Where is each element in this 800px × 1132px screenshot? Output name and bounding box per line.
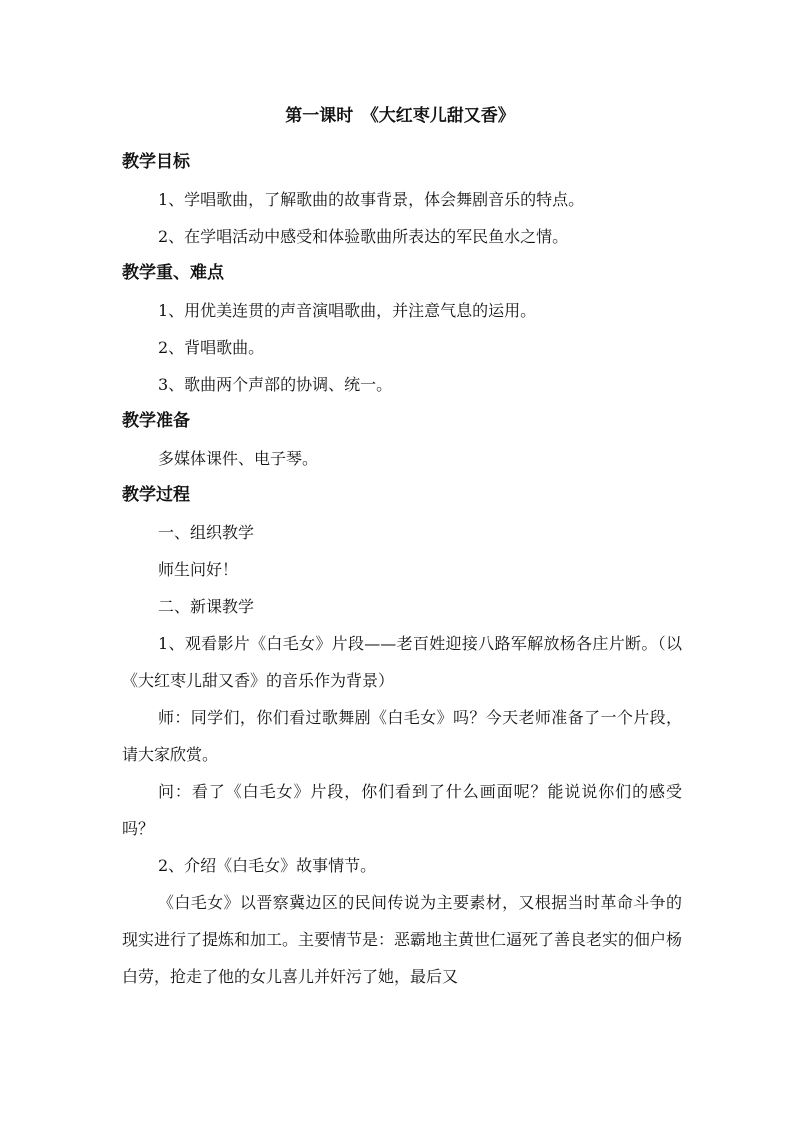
key-point-item: 3、歌曲两个声部的协调、统一。: [158, 375, 393, 394]
key-point-item: 1、用优美连贯的声音演唱歌曲，并注意气息的运用。: [158, 301, 537, 320]
objective-item: 2、在学唱活动中感受和体验歌曲所表达的军民鱼水之情。: [158, 227, 569, 246]
preparation-heading: 教学准备: [122, 411, 190, 431]
process-paragraph: 一、组织教学: [158, 523, 255, 542]
process-paragraph: 1、观看影片《白毛女》片段——老百姓迎接八路军解放杨各庄片断。（以《大红枣儿甜又香》的音乐作为背景）: [122, 634, 682, 690]
process-paragraph: 二、新课教学: [158, 597, 255, 616]
page-title: 第一课时 《大红枣儿甜又香》: [285, 106, 515, 126]
objectives-heading: 教学目标: [122, 152, 190, 172]
objective-item: 1、学唱歌曲，了解歌曲的故事背景，体会舞剧音乐的特点。: [158, 190, 585, 209]
key-point-item: 2、背唱歌曲。: [158, 338, 265, 357]
preparation-text: 多媒体课件、电子琴。: [158, 449, 319, 468]
document-body: [122, 144, 682, 995]
process-paragraph: 《白毛女》以晋察冀边区的民间传说为主要素材，又根据当时革命斗争的现实进行了提炼和加工。主要情节是：恶霸地主黄世仁逼死了善良老实的佃户杨白劳，抢走了他的女儿喜儿并奸污了她，最后又: [122, 893, 683, 986]
process-paragraph: 师生问好！: [158, 560, 239, 579]
process-heading: 教学过程: [122, 485, 190, 505]
process-paragraph: 问：看了《白毛女》片段，你们看到了什么画面呢？能说说你们的感受吗？: [122, 782, 682, 838]
key-points-heading: 教学重、难点: [122, 263, 224, 283]
process-paragraph: 师：同学们，你们看过歌舞剧《白毛女》吗？今天老师准备了一个片段，请大家欣赏。: [122, 708, 682, 764]
process-paragraph: 2、介绍《白毛女》故事情节。: [158, 856, 377, 875]
